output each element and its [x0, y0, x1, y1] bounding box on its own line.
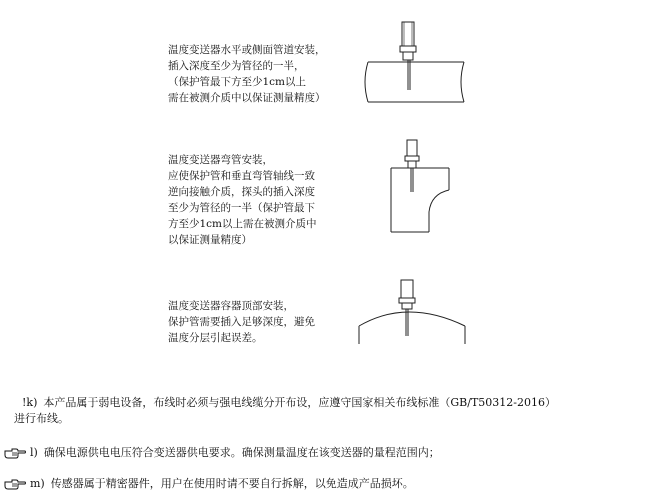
note-k-text-continued: 进行布线。 — [14, 412, 69, 425]
note-l — [4, 445, 440, 461]
note-l-text: 确保电源供电电压符合变送器供电要求。确保测量温度在该变送器的量程范围内； — [43, 446, 440, 459]
note-m-marker: m) — [30, 477, 45, 490]
caption-line: 温度变送器容器顶部安装， — [168, 300, 294, 312]
caption-line: 至少为管径的一半（保护管最下 — [168, 202, 315, 214]
caption-line: 以保证测量精度） — [168, 234, 252, 246]
pointing-hand-icon — [4, 478, 26, 490]
note-k-marker: !k) — [22, 396, 38, 409]
caption-line: 保护管需要插入足够深度，避免 — [168, 316, 315, 328]
caption-horizontal-install — [168, 42, 326, 106]
note-m — [4, 476, 414, 492]
caption-line: 需在被测介质中以保证测量精度） — [168, 92, 326, 104]
caption-line: 温度变送器弯管安装， — [168, 154, 273, 166]
note-k — [14, 395, 556, 427]
horizontal-pipe-diagram — [360, 20, 470, 110]
caption-line: 逆向接触介质，探头的插入深度 — [168, 186, 315, 198]
caption-line: 插入深度至少为管径的一半， — [168, 60, 305, 72]
caption-line: 应使保护管和垂直弯管轴线一致 — [168, 170, 315, 182]
caption-elbow-install — [168, 152, 317, 248]
caption-line: （保护管最下方至少1cm以上 — [168, 76, 307, 88]
note-m-text: 传感器属于精密器件，用户在使用时请不要自行拆解，以免造成产品损坏。 — [50, 477, 414, 490]
caption-line: 温度变送器水平或侧面管道安装， — [168, 44, 326, 56]
tank-top-diagram — [355, 278, 470, 348]
note-k-text: 本产品属于弱电设备，布线时必须与强电线缆分开布设，应遵守国家相关布线标准（GB/T50312-2016） — [43, 396, 557, 409]
caption-line: 方至少1cm以上需在被测介质中 — [168, 218, 317, 230]
caption-tank-install — [168, 298, 315, 346]
note-l-marker: l) — [30, 446, 38, 459]
caption-line: 温度分层引起误差。 — [168, 332, 263, 344]
pointing-hand-icon — [4, 447, 26, 459]
elbow-pipe-diagram — [385, 138, 455, 238]
